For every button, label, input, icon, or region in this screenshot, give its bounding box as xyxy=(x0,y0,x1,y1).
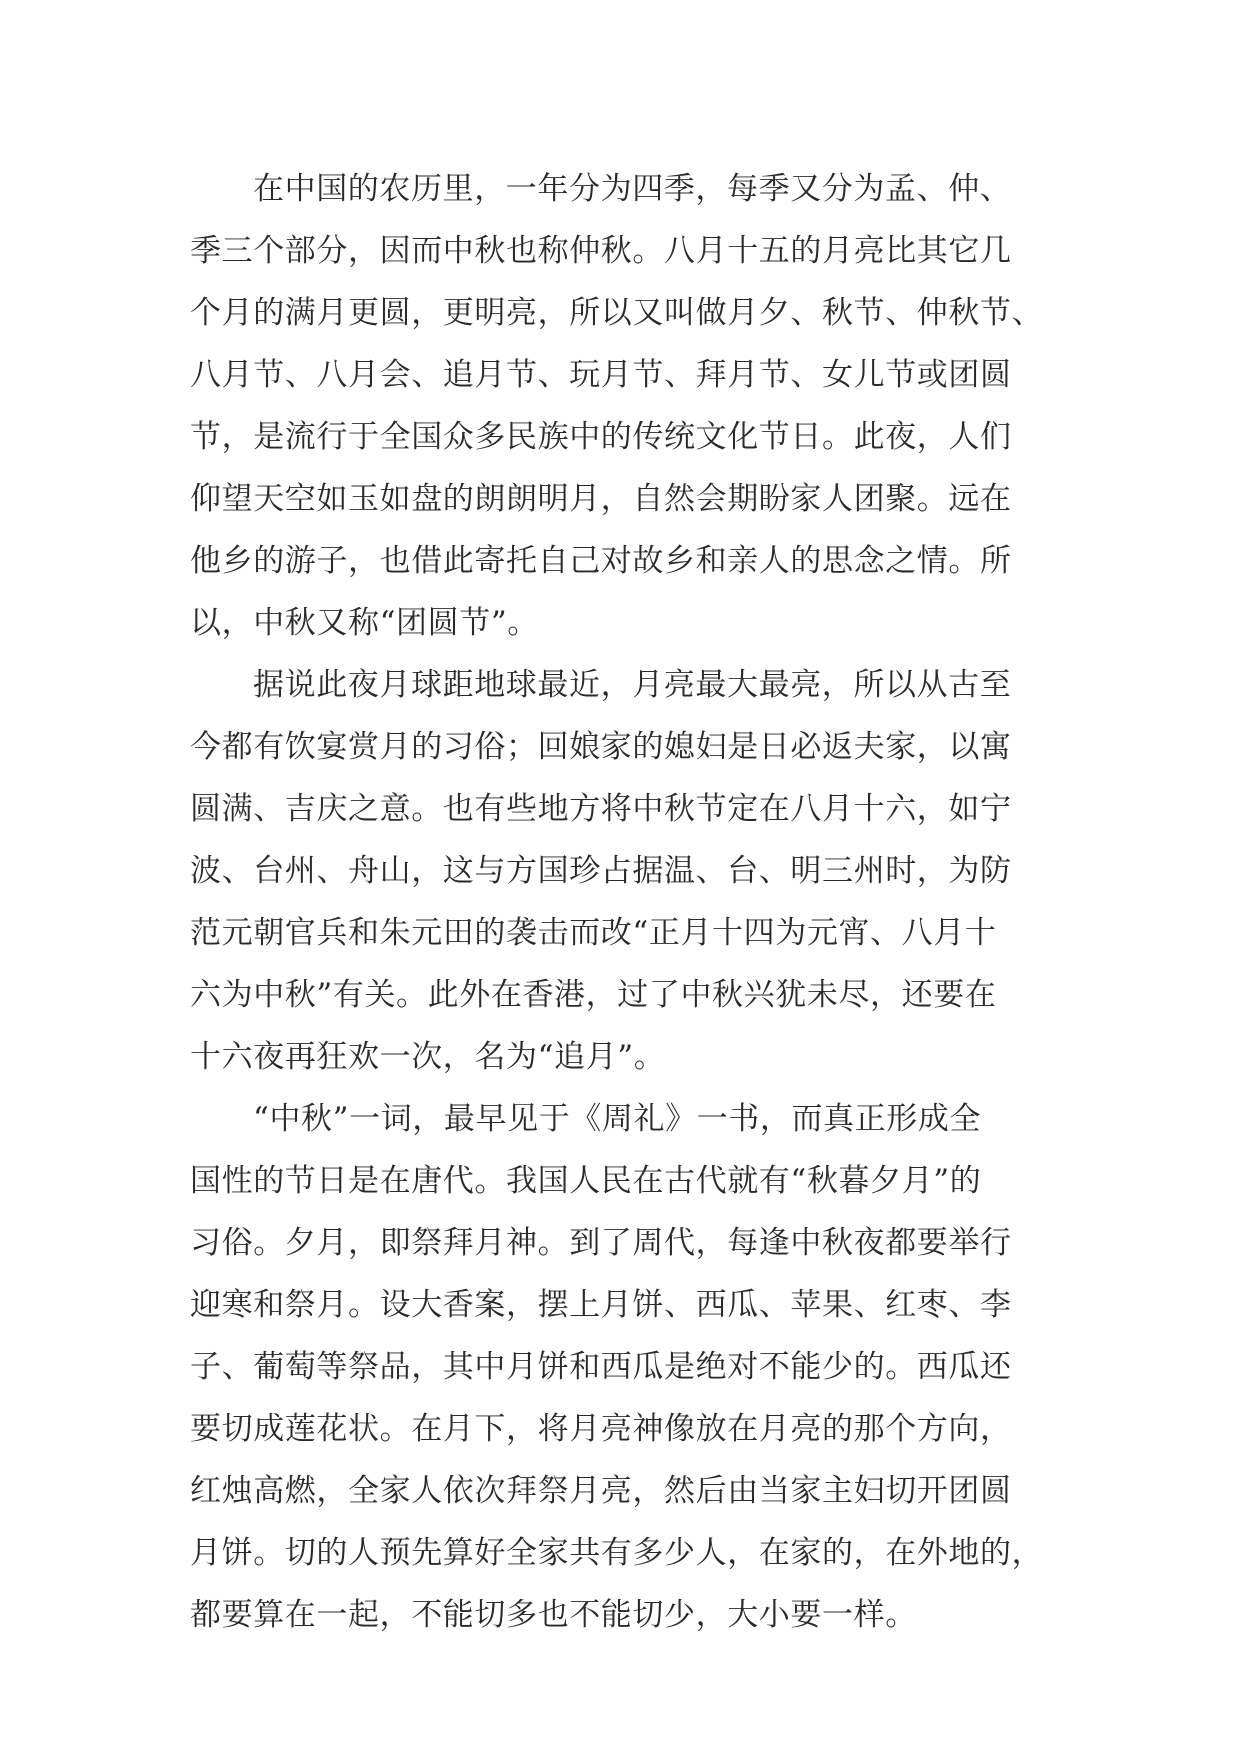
paragraph-line: 节，是流行于全国众多民族中的传统文化节日。此夜，人们 xyxy=(190,419,1012,455)
paragraph-line: 波、台州、舟山，这与方国珍占据温、台、明三州时，为防 xyxy=(190,853,1012,889)
paragraph-line: 习俗。夕月，即祭拜月神。到了周代，每逢中秋夜都要举行 xyxy=(190,1225,1012,1261)
paragraph-line: “中秋”一词，最早见于《周礼》一书，而真正形成全 xyxy=(253,1101,982,1137)
paragraph-line: 他乡的游子，也借此寄托自己对故乡和亲人的思念之情。所 xyxy=(190,543,1012,579)
paragraph-line: 以，中秋又称“团圆节”。 xyxy=(190,605,539,641)
paragraph-line: 红烛高燃，全家人依次拜祭月亮，然后由当家主妇切开团圆 xyxy=(190,1473,1012,1509)
paragraph-1 xyxy=(190,158,1070,654)
paragraph-line: 迎寒和祭月。设大香案，摆上月饼、西瓜、苹果、红枣、李 xyxy=(190,1287,1012,1323)
paragraph-line: 子、葡萄等祭品，其中月饼和西瓜是绝对不能少的。西瓜还 xyxy=(190,1349,1012,1385)
paragraph-line: 个月的满月更圆，更明亮，所以又叫做月夕、秋节、仲秋节、 xyxy=(190,295,1044,331)
paragraph-line: 今都有饮宴赏月的习俗；回娘家的媳妇是日必返夫家，以寓 xyxy=(190,729,1012,765)
paragraph-line: 圆满、吉庆之意。也有些地方将中秋节定在八月十六，如宁 xyxy=(190,791,1012,827)
paragraph-line: 十六夜再狂欢一次，名为“追月”。 xyxy=(190,1039,666,1075)
paragraph-line: 据说此夜月球距地球最近，月亮最大最亮，所以从古至 xyxy=(253,667,1012,703)
paragraph-line: 要切成莲花状。在月下，将月亮神像放在月亮的那个方向， xyxy=(190,1411,1012,1447)
paragraph-line: 范元朝官兵和朱元田的袭击而改“正月十四为元宵、八月十 xyxy=(190,915,997,951)
paragraph-line: 都要算在一起，不能切多也不能切少，大小要一样。 xyxy=(190,1597,917,1633)
paragraph-line: 在中国的农历里，一年分为四季，每季又分为孟、仲、 xyxy=(253,171,1012,207)
paragraph-line: 季三个部分，因而中秋也称仲秋。八月十五的月亮比其它几 xyxy=(190,233,1012,269)
paragraph-2 xyxy=(190,654,1070,1088)
paragraph-line: 月饼。切的人预先算好全家共有多少人，在家的，在外地的， xyxy=(190,1535,1044,1571)
paragraph-3 xyxy=(190,1088,1070,1646)
paragraph-line: 八月节、八月会、追月节、玩月节、拜月节、女儿节或团圆 xyxy=(190,357,1012,393)
document-body xyxy=(190,158,1070,1646)
paragraph-line: 国性的节日是在唐代。我国人民在古代就有“秋暮夕月”的 xyxy=(190,1163,982,1199)
paragraph-line: 六为中秋”有关。此外在香港，过了中秋兴犹未尽，还要在 xyxy=(190,977,997,1013)
paragraph-line: 仰望天空如玉如盘的朗朗明月，自然会期盼家人团聚。远在 xyxy=(190,481,1012,517)
